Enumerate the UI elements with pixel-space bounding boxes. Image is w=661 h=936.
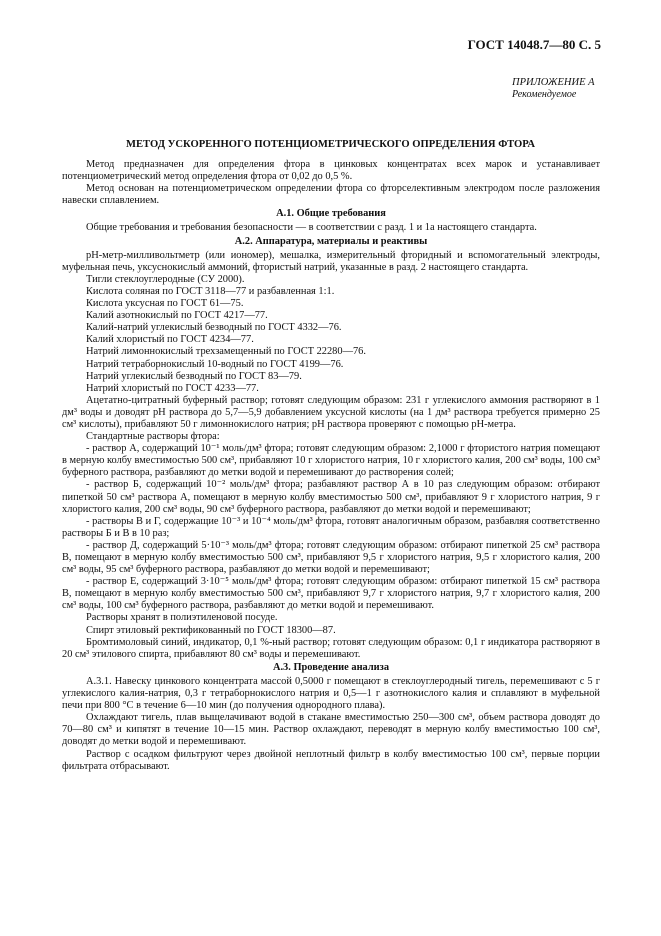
paragraph: - раствор Б, содержащий 10⁻² моль/дм³ фтора; разбавляют раствор А в 10 раз следующим образом: отбирают пипеткой 50 см³ раствора А, помещают в мерную колбу вместимостью 500 см³, прибавляют 9 г хлористого натрия, 9 г хлористого калия, 200 см³ воды, 90 см³ буферного раствора, разбавляют до метки водой и перемешивают; [62,479,600,515]
appendix-title: ПРИЛОЖЕНИЕ А [512,77,595,88]
list-line: Стандартные растворы фтора: [86,431,220,443]
paragraph: - растворы В и Г, содержащие 10⁻³ и 10⁻⁴ моль/дм³ фтора, готовят аналогичным образом, разбавляя соответственно растворы Б и В в 10 раз; [62,515,600,539]
document-reference: ГОСТ 14048.7—80 С. 5 [467,37,601,52]
section-heading: А.2. Аппаратура, материалы и реактивы [234,235,428,247]
list-line: Кислота уксусная по ГОСТ 61—75. [86,298,244,310]
paragraph: - раствор Е, содержащий 3·10⁻⁵ моль/дм³ фтора; готовят следующим образом: отбирают пипеткой 15 см³ раствора В, помещают в мерную колбу вместимостью 500 см³, прибавляют 9,7 г хлористого натрия, 9,7 г хлористого калия, 200 см³ воды, 100 см³ буферного раствора, разбавляют до метки водой и перемешивают. [62,576,600,612]
paragraph: А.3.1. Навеску цинкового концентрата массой 0,5000 г помещают в стеклоуглеродный тигель, перемешивают с 5 г углекислого калия-натрия, 0,3 г тетраборнокислого натрия и 0,5—1 г азотнокислого калия и сплавляют в муфельной печи при 800 °С в течение 6—10 мин (до получения однородного плава). [62,675,600,712]
paragraph: - раствор Д, содержащий 5·10⁻³ моль/дм³ фтора; готовят следующим образом: отбирают пипеткой 25 см³ раствора В, помещают в мерную колбу вместимостью 500 см³, прибавляют 9,5 г хлористого натрия, 9,5 г хлористого калия, 200 см³ воды, 95 см³ буферного раствора, разбавляют до метки водой и перемешивают; [62,539,600,576]
paragraph: Ацетатно-цитратный буферный раствор; готовят следующим образом: 231 г углекислого аммония растворяют в 1 дм³ воды и доводят рН раствора до 5,7—5,9 добавлением уксусной кислоты (на 1 дм³ раствора требуется примерно 25 см³ кислоты), прибавляют 50 г лимоннокислого натрия; рН раствора проверяют с помощью рН-метра. [62,394,600,430]
paragraph: - раствор А, содержащий 10⁻¹ моль/дм³ фтора; готовят следующим образом: 2,1000 г фтористого натрия помещают в мерную колбу вместимостью 500 см³, прибавляют 10 г хлористого натрия, 10 г хлористого калия, 200 см³ воды, 100 см³ буферного раствора, разбавляют до метки водой и перемешивают до растворения солей; [62,443,600,479]
list-line: Спирт этиловый ректификованный по ГОСТ 18300—87. [86,624,336,636]
section-heading: А.3. Проведение анализа [272,661,390,673]
list-line: Калий-натрий углекислый безводный по ГОСТ 4332—76. [86,322,342,334]
list-line: Натрий тетраборнокислый 10-водный по ГОСТ 4199—76. [86,358,344,370]
paragraph: рН-метр-милливольтметр (или иономер), мешалка, измерительный фторидный и вспомогательный электроды, муфельная печь, уксуснокислый аммоний, фтористый натрий, указанные в разд. 2 настоящего стандарта. [62,249,600,273]
appendix-status: Рекомендуемое [512,89,577,100]
page-title: МЕТОД УСКОРЕННОГО ПОТЕНЦИОМЕТРИЧЕСКОГО ОПРЕДЕЛЕНИЯ ФТОРА [125,139,535,150]
appendix-label [512,77,595,101]
document-body [62,159,600,773]
paragraph: Бромтимоловый синий, индикатор, 0,1 %-ный раствор; готовят следующим образом: 0,1 г индикатора растворяют в 20 см³ этилового спирта, прибавляют 80 см³ воды и перемешивают. [62,636,600,660]
list-line: Натрий углекислый безводный по ГОСТ 83—79. [86,370,302,382]
list-line: Калий азотнокислый по ГОСТ 4217—77. [86,310,268,322]
paragraph: Метод предназначен для определения фтора в цинковых концентратах всех марок и устанавливает потенциометрический метод определения фтора от 0,02 до 0,5 %. [62,159,600,183]
list-line: Кислота соляная по ГОСТ 3118—77 и разбавленная 1:1. [86,285,335,297]
paragraph: Раствор с осадком фильтруют через двойной неплотный фильтр в колбу вместимостью 100 см³, первые порции фильтрата отбрасывают. [62,748,600,772]
list-line: Тигли стеклоуглеродные (СУ 2000). [86,273,245,285]
paragraph: Общие требования и требования безопасности — в соответствии с разд. 1 и 1а настоящего стандарта. [86,222,537,234]
paragraph: Метод основан на потенциометрическом определении фтора со фторселективным электродом после разложения навески сплавлением. [62,183,600,207]
paragraph: Охлаждают тигель, плав выщелачивают водой в стакане вместимостью 250—300 см³, объем раствора доводят до 70—80 см³ и кипятят в течение 10—15 мин. Раствор охлаждают, переводят в мерную колбу вместимостью 100 см³, доводят до метки водой и перемешивают. [62,712,600,748]
list-line: Натрий хлористый по ГОСТ 4233—77. [86,382,259,394]
list-line: Натрий лимоннокислый трехзамещенный по ГОСТ 22280—76. [86,346,366,358]
section-heading: А.1. Общие требования [276,208,386,220]
list-line: Калий хлористый по ГОСТ 4234—77. [86,334,254,346]
list-line: Растворы хранят в полиэтиленовой посуде. [86,612,278,624]
